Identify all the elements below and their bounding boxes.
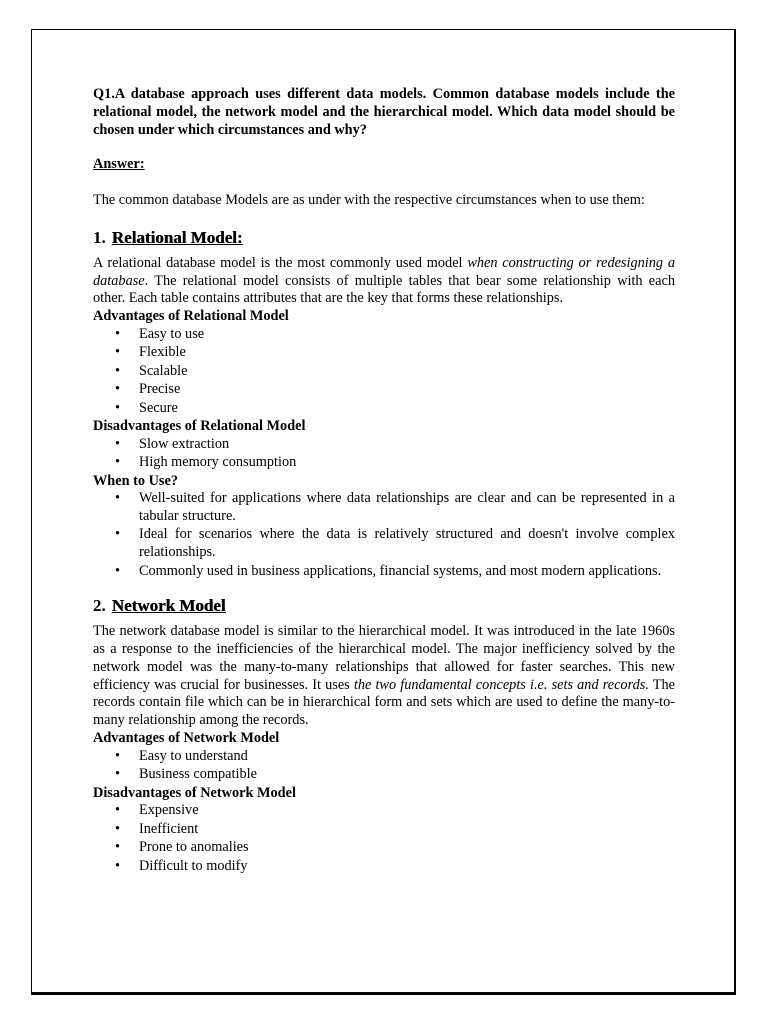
paragraph-italic: the two fundamental concepts i.e. sets and records. xyxy=(353,676,649,693)
relational-disadvantages-heading: Disadvantages of Relational Model xyxy=(93,417,306,434)
list-item: • Business compatible xyxy=(93,766,675,784)
list-item: • Precise xyxy=(93,381,675,399)
list-item: • Flexible xyxy=(93,344,675,362)
document-body xyxy=(93,86,675,876)
list-item: • Difficult to modify xyxy=(93,858,675,876)
list-item: • High memory consumption xyxy=(93,454,675,472)
network-advantages-heading: Advantages of Network Model xyxy=(93,730,280,747)
relational-disadvantages-list xyxy=(93,436,675,472)
list-item: • Inefficient xyxy=(93,821,675,839)
list-item: • Ideal for scenarios where the data is relatively structured and doesn't involve complex relationships. xyxy=(93,526,675,562)
when-to-use-list xyxy=(93,490,675,580)
list-item: • Prone to anomalies xyxy=(93,839,675,857)
network-disadvantages-list xyxy=(93,802,675,875)
paragraph-italic: when constructing or redesigning a database xyxy=(93,254,675,289)
list-item: • Commonly used in business applications, financial systems, and most modern applications. xyxy=(93,563,675,581)
paragraph-text: The records contain file which can be in hierarchical form and sets which are used to define the many-to-many relationship among the records. xyxy=(93,676,676,729)
paragraph-text: The network database model is similar to the hierarchical model. It was introduced in the late 1960s as a response to the inefficiencies of the hierarchical model. The major inefficiency solved by the network model was the many-to-many relationships that allowed for faster searches. This new efficiency was crucial for businesses. It uses xyxy=(93,623,675,693)
list-item: • Secure xyxy=(93,400,675,418)
relational-paragraph xyxy=(93,255,675,308)
section-title: Network Model xyxy=(111,596,226,616)
network-advantages-list xyxy=(93,748,675,784)
network-model-heading xyxy=(93,597,675,615)
relational-advantages-heading: Advantages of Relational Model xyxy=(93,308,289,325)
list-item: • Easy to use xyxy=(93,326,675,344)
network-paragraph xyxy=(93,623,675,730)
relational-advantages-list xyxy=(93,326,675,417)
intro-text: The common database Models are as under with the respective circumstances when to use them: xyxy=(93,192,645,209)
relational-model-heading xyxy=(93,229,675,247)
network-disadvantages-heading: Disadvantages of Network Model xyxy=(93,784,296,801)
section-number: 1. xyxy=(93,227,106,247)
question-text: Q1.A database approach uses different data models. Common database models include the relational model, the network model and the hierarchical model. Which data model should be chosen under which circumstances and why? xyxy=(93,86,675,138)
list-item: • Scalable xyxy=(93,363,675,381)
list-item: • Expensive xyxy=(93,802,675,820)
answer-heading: Answer: xyxy=(93,156,145,173)
list-item: • Well-suited for applications where data relationships are clear and can be represented in a tabular structure. xyxy=(93,490,675,526)
list-item: • Easy to understand xyxy=(93,748,675,766)
list-item: • Slow extraction xyxy=(93,436,675,454)
when-to-use-heading: When to Use? xyxy=(93,472,178,489)
section-title: Relational Model: xyxy=(111,227,243,247)
paragraph-text: . The relational model consists of multiple tables that bear some relationship with each other. Each table contains attributes that are the key that forms these relationships. xyxy=(93,272,675,307)
paragraph-text: A relational database model is the most commonly used model xyxy=(93,254,468,271)
section-number: 2. xyxy=(93,596,106,616)
